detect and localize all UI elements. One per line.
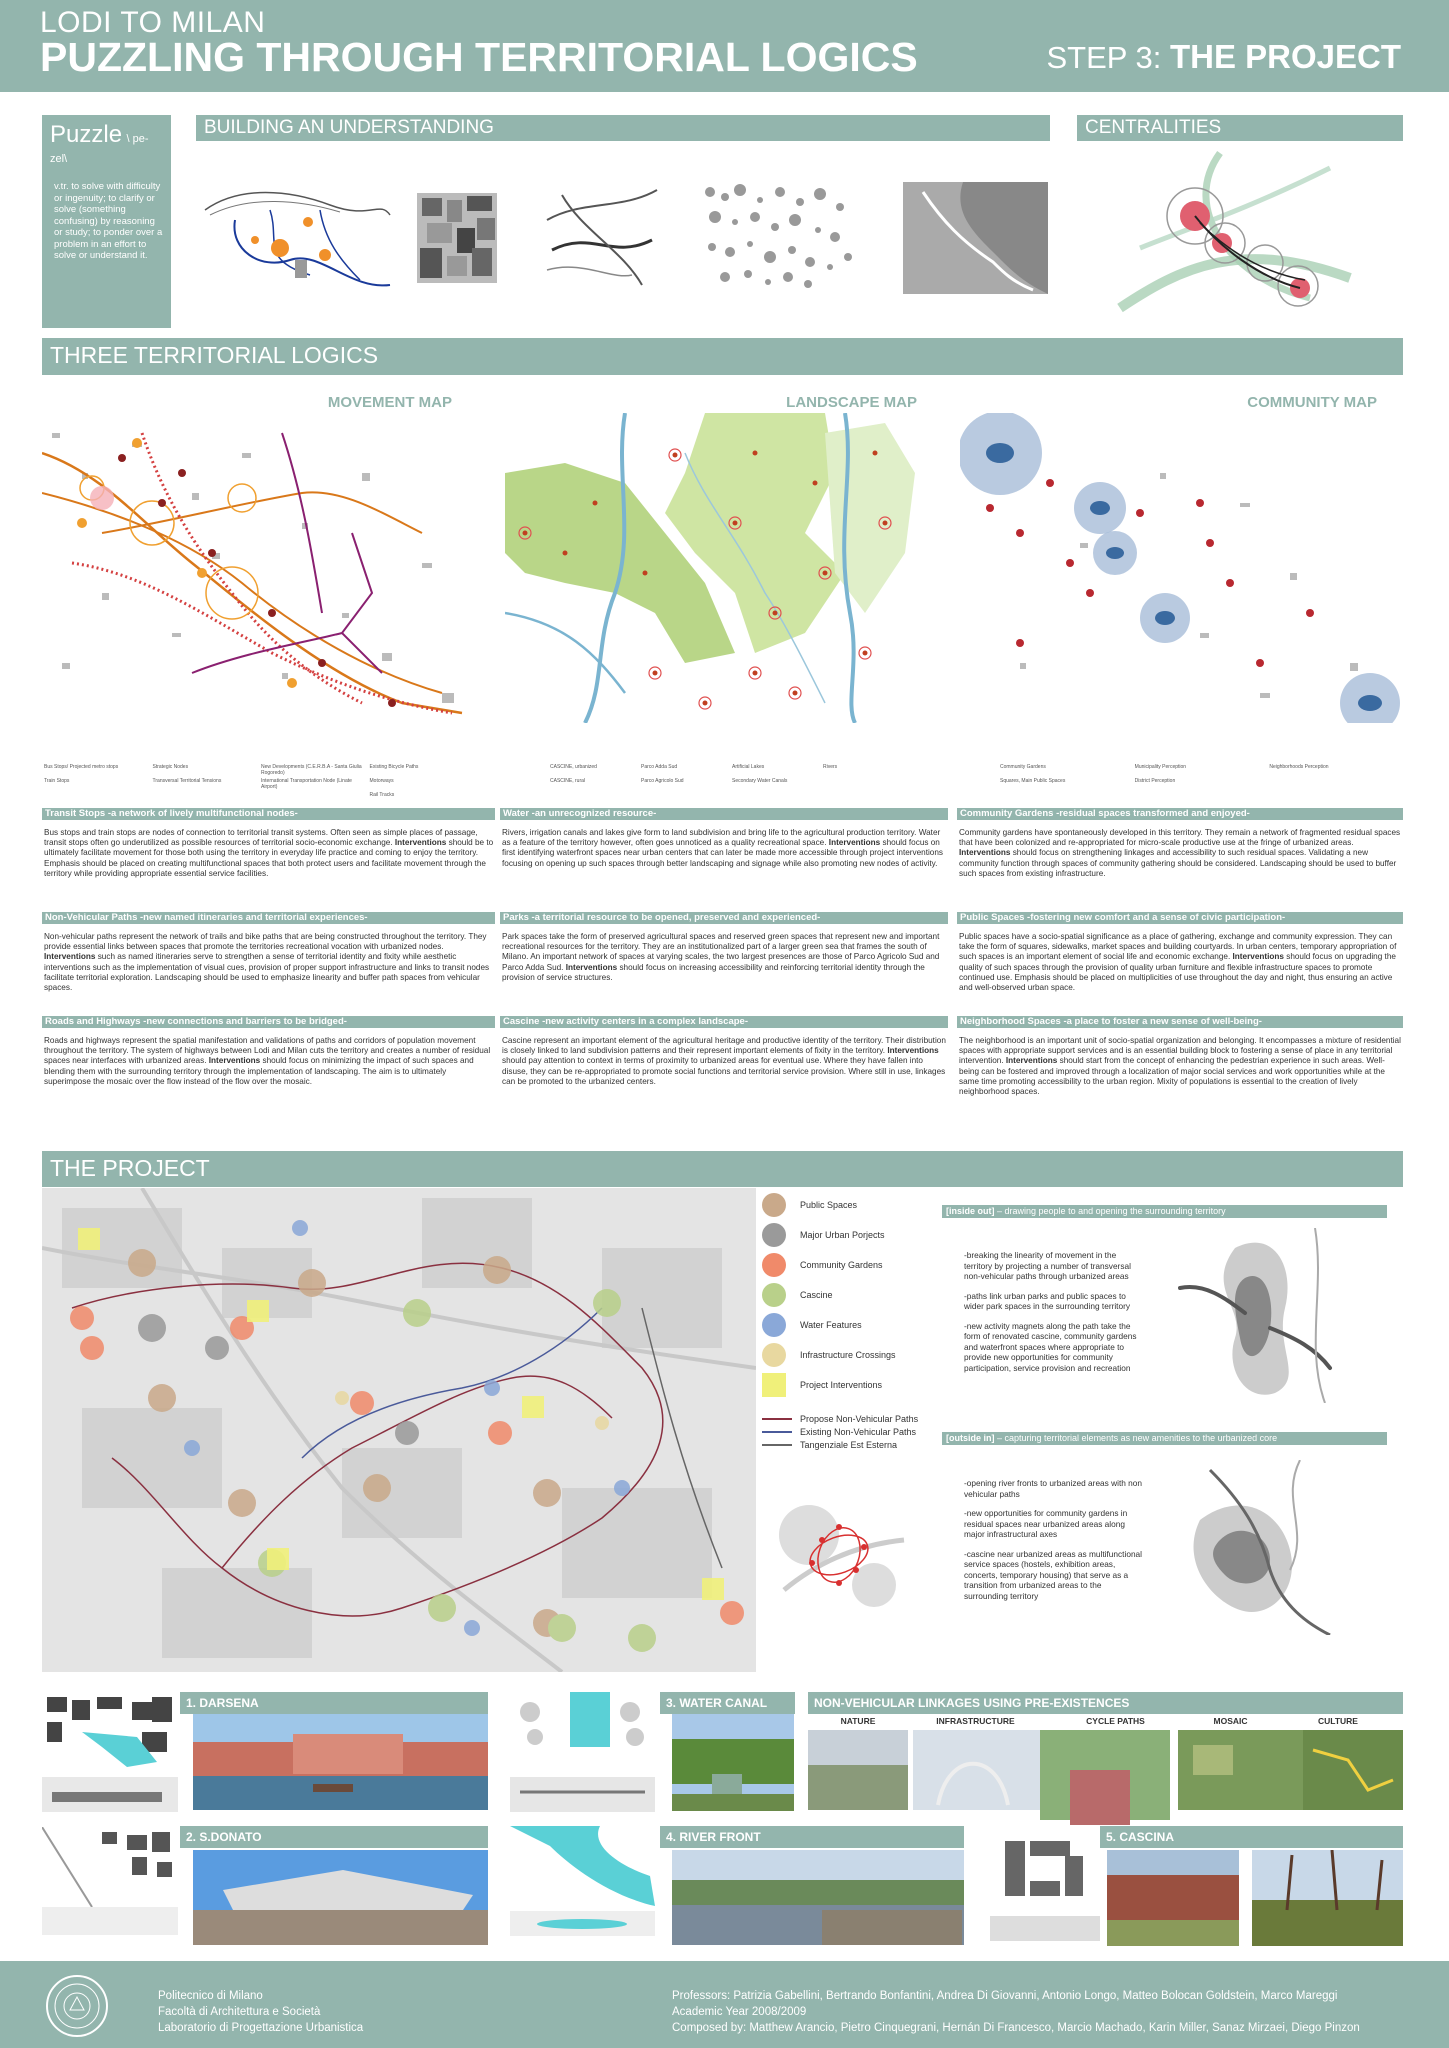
nvl-label: NATURE — [840, 1716, 876, 1726]
paragraph: Park spaces take the form of preserved agricultural spaces and reserved green spaces that represent new and important recreational resources for the territory. They are an institutionalized part of a larger green sea that frames the south of Milano. An important network of spaces at varying scales, the two largest presences are those of Parco Agricolo Sud and Parco Adda Sud. Interventions should focus on increasing accessibility and reinforcing territorial identity through the provision of service structures. — [502, 932, 940, 982]
inside-out-band: [inside out] – drawing people to and opening the surrounding territory — [942, 1205, 1387, 1218]
sdonato-photo — [193, 1850, 488, 1945]
legend-item: International Transportation Node (Linate Airport) — [261, 778, 352, 790]
network-diagram — [764, 1495, 914, 1615]
column-community — [957, 808, 1403, 1097]
nvl-label: MOSAIC — [1213, 1716, 1248, 1726]
outside-in-diagram — [1180, 1460, 1340, 1635]
community-map-title: COMMUNITY MAP — [1247, 394, 1377, 411]
paragraph: The neighborhood is an important unit of socio-spatial organization and belonging. It encompasses a mixture of residential spaces with appropriate support services and is an essential building block to fostering a sense of place in any territorial intervention. Interventions should start from the concept of enhancing the pedestrian experience in such areas. Well-being can be fostered and improved through a localization of major social services and work opportunities while at the same time promoting accessibility to the urban region. Mixity of populations is essential to the creation of lively neighborhood spaces. — [959, 1036, 1401, 1097]
route-title: LODI TO MILAN — [40, 6, 266, 39]
poster-footer — [0, 1961, 1449, 2048]
cascina-plan — [990, 1826, 1100, 1941]
watercanal-title: 3. WATER CANAL — [660, 1692, 795, 1714]
community-map — [960, 413, 1405, 723]
subsection-header: Roads and Highways -new connections and barriers to be bridged- — [42, 1016, 495, 1028]
paragraph: Public spaces have a socio-spatial significance as a place of gathering, exchange and community expression. They can take the form of squares, sidewalks, market spaces and building courtyards. In urban centers, temporary appropriation of such spaces is an important element of social life and economic exchange. Interventions should focus on upgrading the quality of such spaces through the provision of quality urban furniture and flexible infrastructure spaces to promote continued use. Emphasis should be placed on multiplicities of use throughout the day and night, thus ensuring an active and well-observed urban space. — [959, 932, 1397, 993]
diagram-flows — [542, 180, 662, 290]
landscape-legend — [550, 764, 910, 790]
inside-out-text: -breaking the linearity of movement in the territory by projecting a number of transversal non-vehicular paths through urbanized areas -paths link urban parks and public spaces to wider park spaces in the surrounding territory -new activity magnets along the path take the form of renovated cascine, community gardens and waterfront spaces where appropriate to provide new opportunities for community participation, service provision and recreation — [964, 1250, 1137, 1373]
line-key: Propose Non-Vehicular Paths Existing Non-Vehicular Paths Tangenziale Est Esterna — [762, 1412, 922, 1451]
column-movement — [42, 808, 495, 1087]
legend-item: New Developments (C.E.R.B.A - Santa Giulia Rogoredo) — [261, 764, 362, 776]
nvl-label: INFRASTRUCTURE — [936, 1716, 1015, 1726]
paragraph: Cascine represent an important element of the agricultural heritage and productive identity of the territory. Their distribution is closely linked to land subdivision patterns and their represent important elements of fixity in the territory. Interventions should pay attention to context in terms of proximity to urbanized areas for eventual use. Where they have fallen into disuse, they can be re-appropriated to promote social functions and territorial service provision. Where still in use, linkages can be promoted to the urbanized centers. — [502, 1036, 946, 1086]
paragraph: Bus stops and train stops are nodes of connection to territorial transit systems. Often seen as simple places of passage, transit stops often go underutilized as possible resources of territorial socio-economic exchange. Interventions should be to ultimately facilitate movement for those both using the territory in everyday life practice and coming to enjoy the territory. Emphasis should be placed on creating multifunctional spaces that both protect users and facilitate movement through the territory while providing appropriate essential service facilities. — [44, 828, 494, 878]
subsection-header: Community Gardens -residual spaces transformed and enjoyed- — [957, 808, 1403, 820]
legend-item: Rail Tracks — [369, 792, 395, 798]
movement-map — [42, 413, 482, 723]
key-item: Major Urban Porjects — [762, 1220, 922, 1250]
paragraph: Community gardens have spontaneously developed in this territory. They remain a network of fragmented residual spaces that have been colonized and re-appropriated for micro-scale productive use at the fringe of urbanized areas. Interventions should focus on strengthening linkages and accessibility to such residual spaces. Validating a new community function through spaces of community gathering should be considered. Landscaping should be used to buffer such spaces from existing infrastructure. — [959, 828, 1401, 878]
subsection-header: Public Spaces -fostering new comfort and a sense of civic participation- — [957, 912, 1403, 924]
movement-legend — [44, 764, 474, 798]
key-item: Community Gardens — [762, 1250, 922, 1280]
nvl-label: CULTURE — [1318, 1716, 1358, 1726]
watercanal-photo — [672, 1714, 794, 1811]
step-label: STEP 3: THE PROJECT — [1046, 38, 1401, 75]
legend-item: CASCINE, urbanized — [550, 764, 597, 770]
project-header: THE PROJECT — [42, 1151, 1403, 1187]
legend-item: Municipality Perception — [1134, 764, 1187, 770]
poster-header — [0, 0, 1449, 92]
riverfront-photo — [672, 1850, 964, 1945]
nvl-label: CYCLE PATHS — [1086, 1716, 1145, 1726]
sdonato-title: 2. S.DONATO — [180, 1826, 488, 1848]
legend-item: Community Gardens — [1000, 764, 1046, 770]
project-key — [762, 1190, 922, 1451]
puzzle-text: v.tr. to solve with difficulty or ingenuity; to clarify or solve (something confusing) by reasoning or study; to ponder over a problem in an effort to solve or understand it. — [54, 181, 163, 261]
centralities-diagram — [1100, 148, 1375, 320]
inside-out-diagram — [1175, 1228, 1335, 1403]
community-legend — [1000, 764, 1400, 790]
riverfront-plan — [510, 1826, 655, 1936]
project-map — [42, 1188, 756, 1672]
key-item: Infrastructure Crossings — [762, 1340, 922, 1370]
key-item: Public Spaces — [762, 1190, 922, 1220]
legend-item: Rivers — [823, 764, 838, 770]
outside-in-band: [outside in] – capturing territorial elements as new amenities to the urbanized core — [942, 1432, 1387, 1445]
legend-item: Transversal Territorial Tensions — [152, 778, 222, 784]
diagram-mosaic — [412, 188, 502, 288]
cascina-photos — [1107, 1850, 1403, 1946]
diagram-dots — [700, 182, 860, 292]
darsena-photo — [193, 1714, 488, 1810]
three-logics-header: THREE TERRITORIAL LOGICS — [42, 338, 1403, 375]
movement-map-title: MOVEMENT MAP — [327, 394, 452, 411]
diagram-site-plan — [903, 182, 1048, 294]
puzzle-definition — [42, 115, 171, 328]
landscape-map — [505, 413, 920, 723]
legend-item: Parco Agricolo Sud — [641, 778, 684, 784]
darsena-title: 1. DARSENA — [180, 1692, 488, 1714]
legend-item: Train Stops — [44, 778, 70, 784]
key-item: Cascine — [762, 1280, 922, 1310]
centralities-header: CENTRALITIES — [1077, 115, 1403, 141]
key-item: Water Features — [762, 1310, 922, 1340]
legend-item: Parco Adda Sud — [641, 764, 678, 770]
paragraph: Non-vehicular paths represent the network of trails and bike paths that are being constructed throughout the territory. They provide essential links between spaces that promote the territories recreational vocation with urbanized nodes. Interventions such as named itineraries serve to strengthen a sense of territorial identity and fixity while aesthetic interventions such as the implementation of visual cues, provision of proper support infrastructure and links to transit nodes facilitate territorial exploration. Landscaping should be used to emphasize linearity and buffer path spaces from vehicular spaces. — [44, 932, 490, 993]
column-landscape — [500, 808, 948, 1087]
building-understanding-header: BUILDING AN UNDERSTANDING — [196, 115, 1050, 141]
legend-item: Motorways — [369, 778, 394, 784]
darsena-plan — [42, 1692, 178, 1812]
diagram-rivers-nodes — [200, 180, 400, 295]
subsection-header: Neighborhood Spaces -a place to foster a new sense of well-being- — [957, 1016, 1403, 1028]
paragraph: Roads and highways represent the spatial manifestation and validations of paths and corridors of population movement throughout the territory. The system of highways between Lodi and Milan cuts the territory and creates a number of residual spaces near interfaces with urbanized areas. Interventions should focus on minimizing the impact of such spaces and blending them with the surrounding territory through the implementation of landscaping. The aim is to ultimately superimpose the mosaic over the flow instead of the flow over the mosaic. — [44, 1036, 491, 1086]
school-info: Politecnico di Milano Facoltà di Architettura e Società Laboratorio di Progettazione Urbanistica — [158, 1990, 364, 2034]
legend-item: District Perception — [1134, 778, 1176, 784]
poster-title: PUZZLING THROUGH TERRITORIAL LOGICS — [40, 34, 918, 80]
legend-item: Strategic Nodes — [152, 764, 189, 770]
legend-item: Existing Bicycle Paths — [369, 764, 419, 770]
outside-in-text: -opening river fronts to urbanized areas with non vehicular paths -new opportunities for community gardens in residual spaces near urbanized areas along major infrastructural axes -cascine near urbanized areas as multifunctional service spaces (hostels, exhibition areas, concerts, temporary housing) that serve as a transition from urbanized areas to the surrounding territory — [964, 1478, 1143, 1601]
paragraph: Rivers, irrigation canals and lakes give form to land subdivision and bring life to the agricultural production territory. Water as a feature of the territory however, often goes unnoticed as a quality recreational space. Interventions should focus on first identifying waterfront spaces near urban centers that can later be made more accessible through project interventions focusing on opening up such spaces through better landscaping and signage while also promoting new nodes of activity. — [502, 828, 943, 868]
subsection-header: Water -an unrecognized resource- — [500, 808, 948, 820]
legend-item: Artificial Lakes — [732, 764, 765, 770]
legend-item: CASCINE, rural — [550, 778, 586, 784]
cascina-title: 5. CASCINA — [1100, 1826, 1403, 1848]
subsection-header: Transit Stops -a network of lively multifunctional nodes- — [42, 808, 495, 820]
nvl-labels — [808, 1716, 1403, 1729]
subsection-header: Parks -a territorial resource to be opened, preserved and experienced- — [500, 912, 948, 924]
legend-item: Secondary Water Canals — [732, 778, 788, 784]
seal-icon — [48, 1977, 106, 2035]
legend-item: Squares, Main Public Spaces — [1000, 778, 1066, 784]
sdonato-plan — [42, 1827, 178, 1935]
subsection-header: Non-Vehicular Paths -new named itineraries and territorial experiences- — [42, 912, 495, 924]
watercanal-plan — [510, 1692, 655, 1812]
puzzle-word: Puzzle — [50, 121, 123, 148]
university-seal — [46, 1975, 108, 2037]
legend-item: Bus Stops/ Projected metro stops — [44, 764, 119, 770]
puzzle-pronunciation: \ pe-zel\ — [50, 133, 149, 165]
nvl-photos — [808, 1730, 1403, 1825]
nvl-title: NON-VEHICULAR LINKAGES USING PRE-EXISTENCES — [808, 1692, 1403, 1714]
credits: Professors: Patrizia Gabellini, Bertrando Bonfantini, Andrea Di Giovanni, Antonio Longo, Matteo Bolocan Goldstein, Marco Mareggi Academic Year 2008/2009 Composed by: Matthew Arancio, Pietro Cinquegrani, Hernán Di Francesco, Marcio Machado, Karin Miller, Sanaz Mirzaei, Diego Pinzon — [672, 1990, 1360, 2034]
landscape-map-title: LANDSCAPE MAP — [786, 394, 917, 411]
subsection-header: Cascine -new activity centers in a complex landscape- — [500, 1016, 948, 1028]
key-item: Project Interventions — [762, 1370, 922, 1400]
legend-item: Neighborhoods Perception — [1269, 764, 1329, 770]
riverfront-title: 4. RIVER FRONT — [660, 1826, 964, 1848]
